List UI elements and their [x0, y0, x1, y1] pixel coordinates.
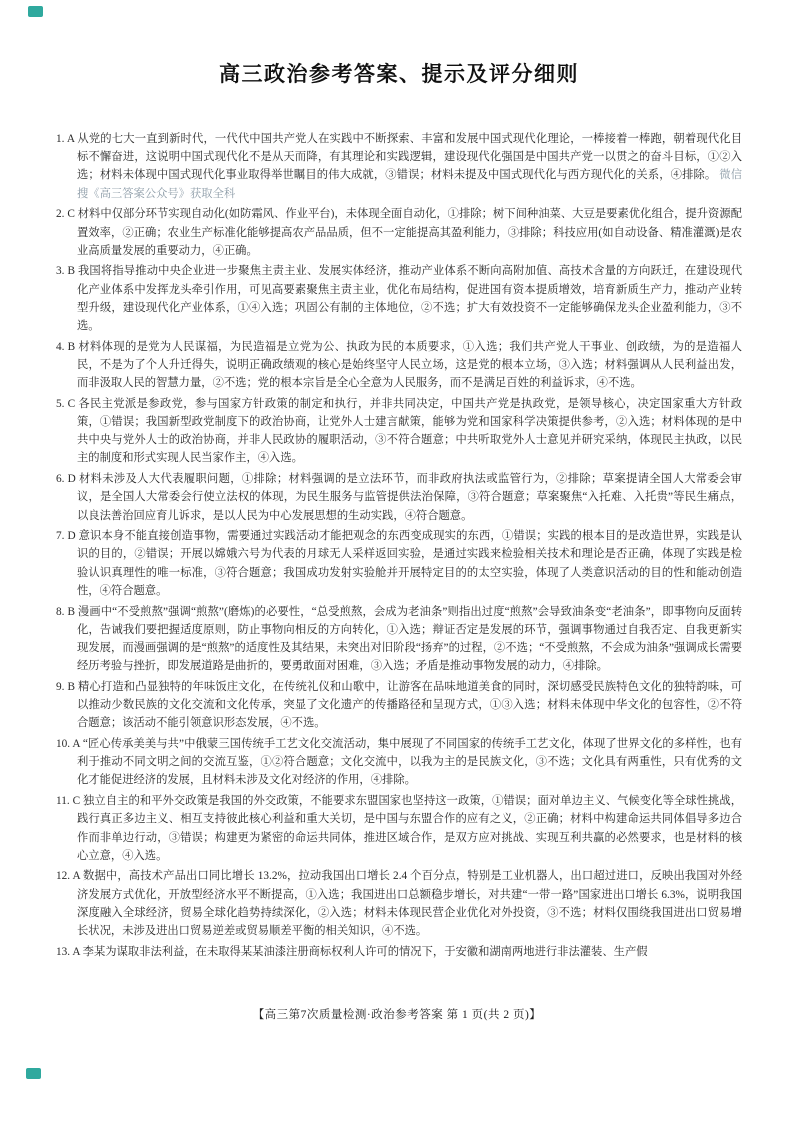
answer-number: 10. [56, 738, 71, 750]
answer-text: C 各民主党派是参政党，参与国家方针政策的制定和执行，并非共同决定，中国共产党是执政党，是领导核心，决定国家重大方针政策，①错误；我国新型政党制度下的政治协商，让党外人士建言献策，能够为党和国家科学决策提供参考，②入选；材料体现的是中共中央与党外人士的政治协商，并非人民政协的履职活动，③不符合题意；中共听取党外人士意见并研究采纳，体现民主执政，以民主的制度和形式实现人民当家作主，④入选。 [67, 397, 742, 465]
promo-text: 微信搜《高三答案公众号》获取全科 [77, 169, 742, 200]
answer-text: A 从党的七大一直到新时代，一代代中国共产党人在实践中不断探索、丰富和发展中国式现代化理论，一棒接着一棒跑，朝着现代化目标不懈奋进，这说明中国式现代化不是从天而降，有其理论和实践逻辑，建设现代化强国是中国共产党一以贯之的奋斗目标，①②入选；材料未体现中国式现代化事业取得举世瞩目的伟大成就，③错误；材料未提及中国式现代化与西方现代化的关系，④排除。 [66, 133, 742, 182]
answer-number: 5. [56, 397, 65, 410]
answer-item-7 [56, 527, 742, 600]
answer-text: B 我国将指导推动中央企业进一步聚焦主责主业、发展实体经济，推动产业体系不断向高附加值、高技术含量的方向跃迁，在建设现代化产业体系中发挥龙头牵引作用，可见高要素聚焦主责主业，优化布局结构，促进国有资本提质增效，培育新质生产力，推动产业转型升级，建设现代化产业体系，①④入选；巩固公有制的主体地位，②不选；扩大有效投资不一定能够确保龙头企业盈利能力，③不选。 [67, 265, 742, 333]
answer-text: A 李某为谋取非法利益，在未取得某某油漆注册商标权利人许可的情况下，于安徽和湖南两地进行非法灌装、生产假 [72, 945, 648, 958]
answer-number: 2. [56, 208, 65, 221]
answer-text: B 漫画中“不受煎熬”强调“煎熬”(磨炼)的必要性，“总受煎熬，会成为老油条”则指出过度“煎熬”会导致油条变“老油条”，即事物向反面转化，告诫我们要把握适度原则，防止事物向相反的方向转化，①入选；辩证否定是发展的环节，强调事物通过自我否定、自我更新实现发展，而漫画强调的是“煎熬”的适度性及其结果，未突出对旧阶段“扬弃”的过程，②不选；“不受煎熬，不会成为油条”强调成长需要经历考验与挫折，即发展道路是曲折的，要勇敢面对困难，③入选；矛盾是推动事物发展的动力，④排除。 [67, 605, 743, 673]
corner-stamp-top [28, 6, 43, 17]
answer-item-13 [56, 943, 742, 961]
answer-text: C 独立自主的和平外交政策是我国的外交政策，不能要求东盟国家也坚持这一政策，①错误；面对单边主义、气候变化等全球性挑战，践行真正多边主义、相互支持彼此核心利益和重大关切，是中国与东盟合作的应有之义，②正确；材料中构建命运共同体倡导多边合作而非单边行动，③错误；构建更为紧密的命运共同体，推进区域合作，是双方应对挑战、实现互利共赢的必然要求，也是材料的核心立意，④入选。 [72, 795, 742, 862]
answer-number: 1. [56, 133, 65, 145]
answer-text: A 数据中，高技术产品出口同比增长 13.2%，拉动我国出口增长 2.4 个百分点，特别是工业机器人，出口超过进口，反映出我国对外经济发展方式优化，开放型经济水平不断提高，①入选；我国进出口总额稳步增长，对共建“一带一路”国家进出口增长 6.3%，说明我国深度融入全球经济，贸易全球化趋势持续深化，②入选；材料未体现民营企业优化对外投资，③不选；材料仅围绕我国进出口贸易增长状况，未涉及进出口贸易逆差或贸易顺差平衡的相关知识，④不选。 [72, 870, 743, 938]
answer-item-6 [56, 470, 742, 525]
answer-item-10 [56, 735, 742, 790]
answer-number: 3. [56, 265, 65, 278]
page-footer: 【高三第7次质量检测·政治参考答案 第 1 页(共 2 页)】 [252, 1009, 542, 1021]
answer-number: 13. [56, 945, 71, 958]
answer-text: B 材料体现的是党为人民谋福，为民造福是立党为公、执政为民的本质要求，①入选；我们共产党人干事业、创政绩，为的是造福人民，不是为了个人升迁得失，说明正确政绩观的核心是始终坚守人民立场，这是党的根本立场，③入选；材料强调从人民利益出发，而非汲取人民的智慧力量，②不选；党的根本宗旨是全心全意为人民服务，而不是满足百姓的利益诉求，④不选。 [67, 340, 742, 390]
answer-item-5 [56, 395, 742, 468]
answer-number: 4. [56, 340, 65, 353]
answer-item-11 [56, 792, 742, 865]
corner-stamp-bottom [26, 1068, 41, 1079]
answer-item-12 [56, 867, 742, 940]
answer-item-3 [56, 262, 742, 335]
answer-text: C 材料中仅部分环节实现自动化(如防霜风、作业平台)，未体现全面自动化，①排除；树下间种油菜、大豆是要素优化组合，提升资源配置效率，②正确；农业生产标准化能够提高农产品品质，但不一定能提高其盈利能力，③排除；科技应用(如自动设备、精准灌溉)是农业高质量发展的重要动力，④正确。 [67, 208, 743, 257]
answer-list [56, 130, 742, 961]
page-title: 高三政治参考答案、提示及评分细则 [219, 62, 579, 86]
answer-text: B 精心打造和凸显独特的年味饭庄文化，在传统礼仪和山歌中，让游客在品味地道美食的同时，深切感受民族特色文化的独特韵味，可以推动少数民族的文化交流和文化传承，突显了文化遗产的传播路径和呈现方式，①③入选；材料未体现中华文化的包容性，②不符合题意；该活动不能引领意识形态发展，④不选。 [67, 680, 742, 730]
answer-number: 12. [56, 870, 71, 883]
answer-item-4 [56, 338, 742, 393]
answer-number: 11. [56, 795, 70, 808]
answer-text: D 意识本身不能直接创造事物，需要通过实践活动才能把观念的东西变成现实的东西，①错误；实践的根本目的是改造世界，实践是认识的目的，②错误；开展以嫦娥六号为代表的月球无人采样返回实验，是通过实践来检验相关技术和理论是否正确，体现了实践是检验认识真理性的唯一标准，③符合题意；我国成功发射实验舱并开展特定目的的太空实验，体现了人类意识活动的目的性和能动创造性，④符合题意。 [67, 530, 742, 597]
answer-number: 8. [56, 605, 65, 618]
answer-item-9 [56, 678, 742, 733]
answer-text: D 材料未涉及人大代表履职问题，①排除；材料强调的是立法环节，而非政府执法或监管行为，②排除；草案提请全国人大常委会审议，是全国人大常委会行使立法权的体现，为民生服务与监管提供法治保障，③符合题意；草案聚焦“入托难、入托贵”等民生痛点，以良法善治回应育儿诉求，是以人民为中心发展思想的生动实践，④符合题意。 [67, 473, 742, 522]
answer-item-1 [56, 130, 742, 203]
answer-number: 9. [56, 680, 65, 693]
answer-item-8 [56, 603, 742, 676]
answer-number: 6. [56, 473, 65, 486]
answer-number: 7. [56, 530, 65, 543]
answer-item-2 [56, 205, 742, 260]
answer-text: A “匠心传承美美与共”中俄蒙三国传统手工艺文化交流活动，集中展现了不同国家的传统手工艺文化，体现了世界文化的多样性，也有利于推动不同文明之间的交流互鉴，①②符合题意；文化交流中，以我为主的是民族文化，③不选；文化具有两重性，只有优秀的文化才能促进经济的发展，且材料未涉及文化对经济的作用，④排除。 [72, 738, 742, 787]
